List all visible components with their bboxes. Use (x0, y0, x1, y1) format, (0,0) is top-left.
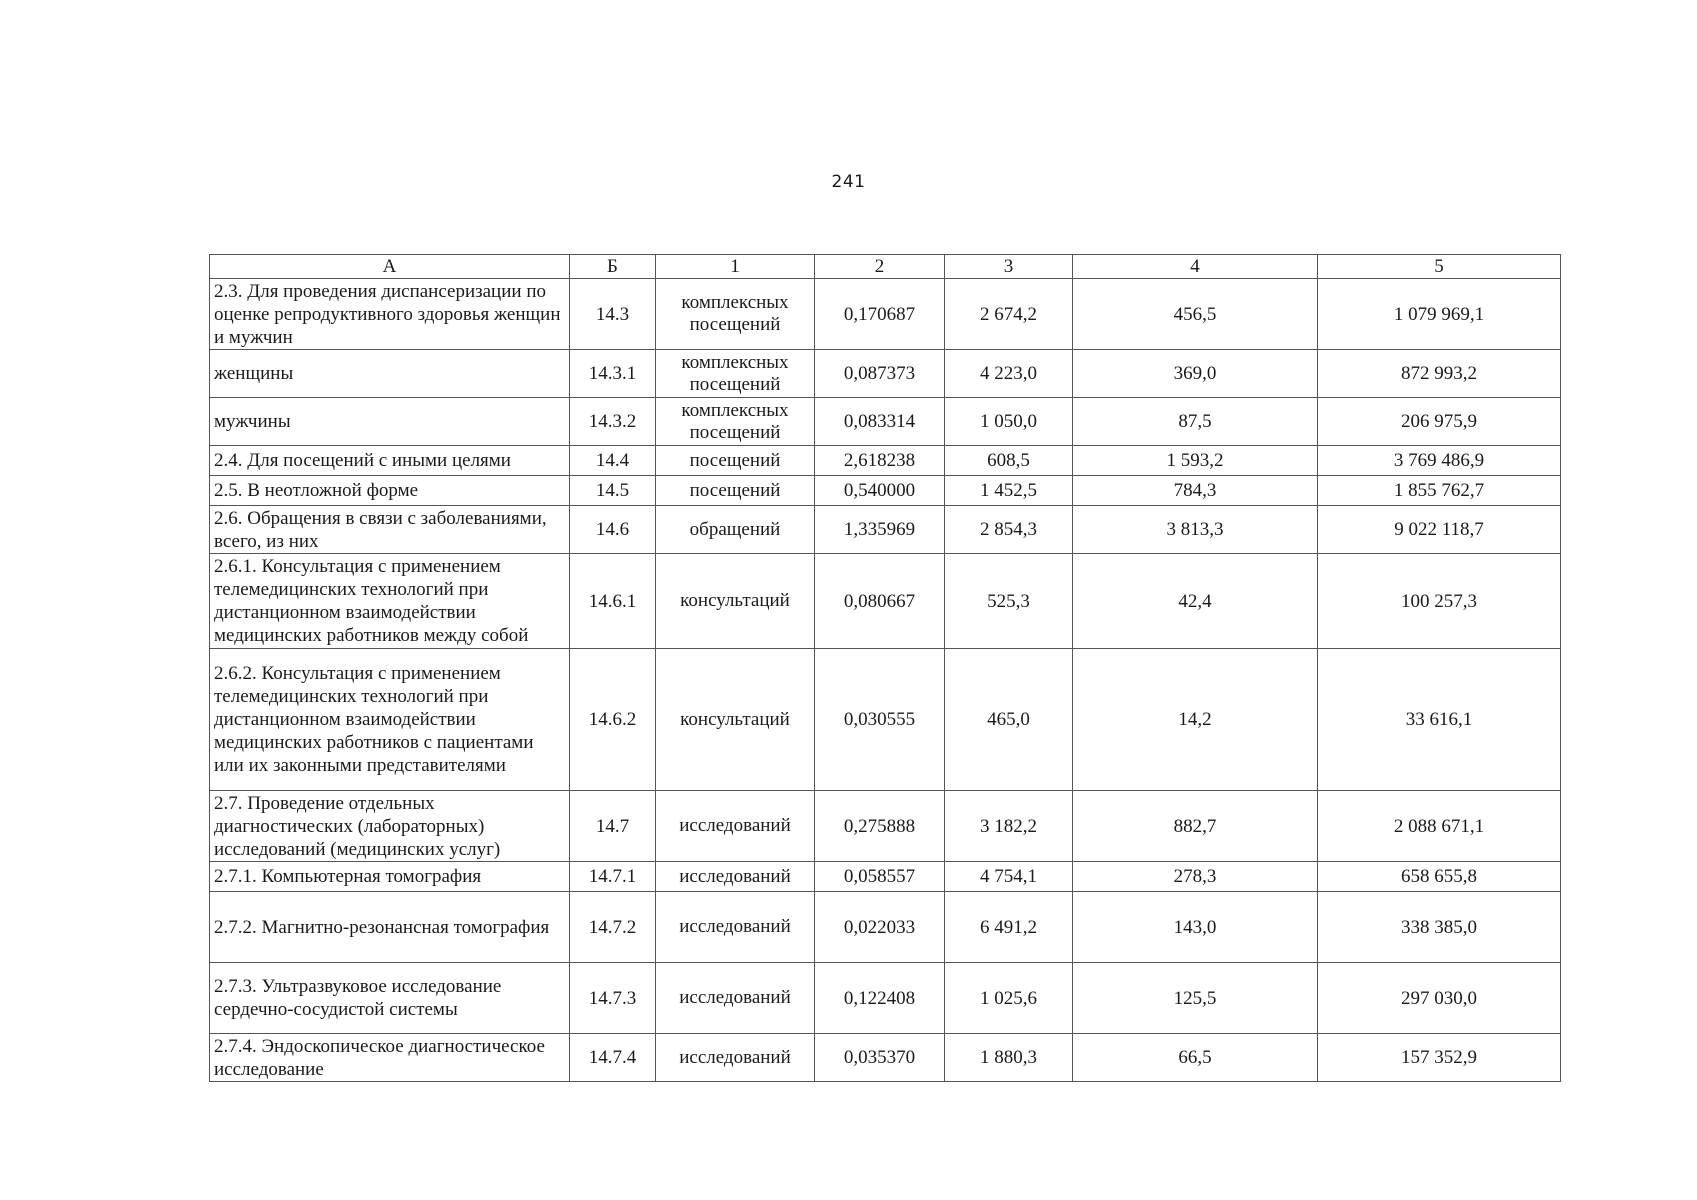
cell-code: 14.7.1 (570, 862, 656, 892)
cell-unit: консультаций (656, 554, 815, 649)
table-row (210, 506, 1561, 554)
cell-value-5: 1 079 969,1 (1318, 279, 1561, 350)
cell-value-3: 1 880,3 (945, 1034, 1073, 1082)
cell-value-5: 297 030,0 (1318, 963, 1561, 1034)
cell-code: 14.3.1 (570, 350, 656, 398)
cell-value-3: 608,5 (945, 446, 1073, 476)
cell-unit: исследований (656, 862, 815, 892)
table-row (210, 554, 1561, 649)
cell-code: 14.5 (570, 476, 656, 506)
cell-value-3: 1 050,0 (945, 398, 1073, 446)
table-row (210, 791, 1561, 862)
cell-name: 2.7. Проведение отдельных диагностических (лабораторных) исследований (медицинских услуг) (210, 791, 570, 862)
cell-code: 14.4 (570, 446, 656, 476)
cell-unit: исследований (656, 963, 815, 1034)
cell-value-3: 1 025,6 (945, 963, 1073, 1034)
cell-unit: посещений (656, 476, 815, 506)
cell-name: женщины (210, 350, 570, 398)
table-row (210, 963, 1561, 1034)
cell-name: 2.7.1. Компьютерная томография (210, 862, 570, 892)
cell-name: мужчины (210, 398, 570, 446)
cell-code: 14.6.1 (570, 554, 656, 649)
table-row (210, 649, 1561, 791)
cell-value-3: 3 182,2 (945, 791, 1073, 862)
cell-value-5: 3 769 486,9 (1318, 446, 1561, 476)
cell-unit: комплексных посещений (656, 350, 815, 398)
table-row (210, 279, 1561, 350)
cell-value-4: 143,0 (1073, 892, 1318, 963)
cell-value-3: 4 223,0 (945, 350, 1073, 398)
cell-name: 2.5. В неотложной форме (210, 476, 570, 506)
cell-value-5: 338 385,0 (1318, 892, 1561, 963)
cell-value-5: 9 022 118,7 (1318, 506, 1561, 554)
cell-value-2: 0,275888 (815, 791, 945, 862)
cell-value-4: 66,5 (1073, 1034, 1318, 1082)
table-row (210, 398, 1561, 446)
column-header-4: 4 (1073, 255, 1318, 279)
cell-value-4: 784,3 (1073, 476, 1318, 506)
table-row (210, 862, 1561, 892)
cell-code: 14.7 (570, 791, 656, 862)
table-row (210, 1034, 1561, 1082)
column-header-2: 2 (815, 255, 945, 279)
cell-value-5: 206 975,9 (1318, 398, 1561, 446)
cell-name: 2.7.4. Эндоскопическое диагностическое исследование (210, 1034, 570, 1082)
cell-code: 14.6 (570, 506, 656, 554)
page-number: 241 (831, 172, 866, 192)
column-header-3: 3 (945, 255, 1073, 279)
cell-value-5: 157 352,9 (1318, 1034, 1561, 1082)
cell-code: 14.3 (570, 279, 656, 350)
table-body (210, 279, 1561, 1082)
cell-value-3: 2 674,2 (945, 279, 1073, 350)
cell-unit: исследований (656, 1034, 815, 1082)
column-header-a: А (210, 255, 570, 279)
cell-name: 2.3. Для проведения диспансеризации по оценке репродуктивного здоровья женщин и мужчин (210, 279, 570, 350)
cell-value-4: 1 593,2 (1073, 446, 1318, 476)
cell-unit: посещений (656, 446, 815, 476)
cell-value-2: 1,335969 (815, 506, 945, 554)
header-row (210, 255, 1561, 279)
column-header-1: 1 (656, 255, 815, 279)
cell-name: 2.7.3. Ультразвуковое исследование сердечно-сосудистой системы (210, 963, 570, 1034)
cell-value-5: 658 655,8 (1318, 862, 1561, 892)
cell-unit: исследований (656, 791, 815, 862)
cell-name: 2.7.2. Магнитно-резонансная томография (210, 892, 570, 963)
cell-value-4: 87,5 (1073, 398, 1318, 446)
cell-value-2: 0,080667 (815, 554, 945, 649)
cell-unit: консультаций (656, 649, 815, 791)
cell-value-3: 525,3 (945, 554, 1073, 649)
cell-name: 2.6. Обращения в связи с заболеваниями, всего, из них (210, 506, 570, 554)
cell-value-4: 3 813,3 (1073, 506, 1318, 554)
cell-code: 14.6.2 (570, 649, 656, 791)
cell-value-4: 278,3 (1073, 862, 1318, 892)
cell-unit: исследований (656, 892, 815, 963)
cell-value-4: 42,4 (1073, 554, 1318, 649)
cell-value-2: 0,030555 (815, 649, 945, 791)
cell-code: 14.7.4 (570, 1034, 656, 1082)
cell-value-5: 33 616,1 (1318, 649, 1561, 791)
cell-value-2: 0,122408 (815, 963, 945, 1034)
column-header-5: 5 (1318, 255, 1561, 279)
table-header (210, 255, 1561, 279)
cell-unit: комплексных посещений (656, 279, 815, 350)
cell-value-2: 0,035370 (815, 1034, 945, 1082)
cell-value-5: 2 088 671,1 (1318, 791, 1561, 862)
cell-value-2: 0,058557 (815, 862, 945, 892)
cell-value-4: 882,7 (1073, 791, 1318, 862)
column-header-b: Б (570, 255, 656, 279)
cell-value-2: 2,618238 (815, 446, 945, 476)
cell-value-3: 465,0 (945, 649, 1073, 791)
table-row (210, 892, 1561, 963)
cell-unit: обращений (656, 506, 815, 554)
cell-value-4: 125,5 (1073, 963, 1318, 1034)
cell-name: 2.4. Для посещений с иными целями (210, 446, 570, 476)
cell-value-4: 14,2 (1073, 649, 1318, 791)
table-row (210, 350, 1561, 398)
cell-code: 14.7.3 (570, 963, 656, 1034)
cell-value-3: 4 754,1 (945, 862, 1073, 892)
cell-code: 14.7.2 (570, 892, 656, 963)
cell-code: 14.3.2 (570, 398, 656, 446)
cell-name: 2.6.1. Консультация с применением телемедицинских технологий при дистанционном взаимодействии медицинских работников между собой (210, 554, 570, 649)
cell-value-2: 0,083314 (815, 398, 945, 446)
cell-value-2: 0,540000 (815, 476, 945, 506)
cell-value-2: 0,022033 (815, 892, 945, 963)
cell-value-3: 6 491,2 (945, 892, 1073, 963)
cell-value-2: 0,087373 (815, 350, 945, 398)
cell-value-5: 1 855 762,7 (1318, 476, 1561, 506)
cell-value-2: 0,170687 (815, 279, 945, 350)
cell-name: 2.6.2. Консультация с применением телемедицинских технологий при дистанционном взаимодействии медицинских работников с пациентами или их законными представителями (210, 649, 570, 791)
cell-value-4: 369,0 (1073, 350, 1318, 398)
cell-value-4: 456,5 (1073, 279, 1318, 350)
table-row (210, 476, 1561, 506)
cell-value-3: 2 854,3 (945, 506, 1073, 554)
cell-value-5: 872 993,2 (1318, 350, 1561, 398)
cell-value-5: 100 257,3 (1318, 554, 1561, 649)
table-row (210, 446, 1561, 476)
cell-value-3: 1 452,5 (945, 476, 1073, 506)
data-table (209, 254, 1561, 1082)
cell-unit: комплексных посещений (656, 398, 815, 446)
